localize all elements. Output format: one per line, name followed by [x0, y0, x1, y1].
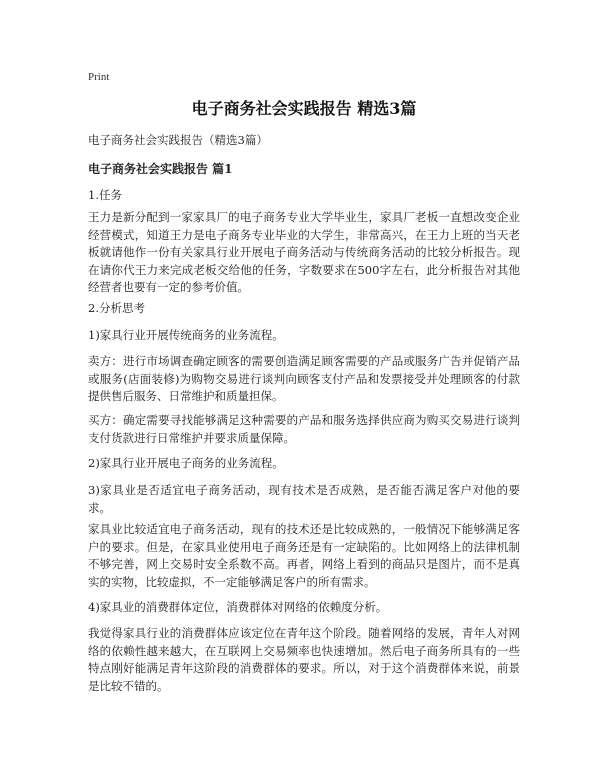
paragraph-seller-process: 卖方：进行市场调查确定顾客的需要创造满足顾客需要的产品或服务广告并促销产品或服务(店面装修)为购物交易进行谈判向顾客支付产品和发票接受并处理顾客的付款提供售后服务、日常维护和质量担保。: [88, 354, 520, 403]
document-subtitle: 电子商务社会实践报告（精选3篇）: [88, 133, 268, 147]
print-label: Print: [88, 71, 110, 83]
paragraph-consumer-answer: 我觉得家具行业的消费群体应该定位在青年这个阶段。随着网络的发展，青年人对网络的依赖性越来越大，在互联网上交易频率也快速增加。然后电子商务所具有的一些特点刚好能满足青年这阶段的消费群体的要求。所以，对于这个消费群体来说，前景是比较不错的。: [88, 626, 520, 693]
paragraph-buyer-process: 买方：确定需要寻找能够满足这种需要的产品和服务选择供应商为购买交易进行谈判支付货款进行日常维护并要求质量保障。: [88, 413, 520, 445]
section-heading: 电子商务社会实践报告 篇1: [88, 162, 233, 176]
paragraph-task-heading: 1.任务: [88, 188, 122, 202]
paragraph-traditional-flow-heading: 1)家具行业开展传统商务的业务流程。: [88, 328, 284, 342]
paragraph-task-description: 王力是新分配到一家家具厂的电子商务专业大学毕业生，家具厂老板一直想改变企业经营模式，知道王力是电子商务专业毕业的大学生，非常高兴，在王力上班的当天老板就请他作一份有关家具行业开展电子商务活动与传统商务活动的比较分析报告。现在请你代王力来完成老板交给他的任务，字数要求在500字左右，此分析报告对其他经营者也要有一定的参考价值。: [88, 210, 520, 294]
paragraph-suitability-answer: 家具业比较适宜电子商务活动，现有的技术还是比较成熟的，一般情况下能够满足客户的要求。但是，在家具业使用电子商务还是有一定缺陷的。比如网络上的法律机制不够完善，网上交易时安全系数不高。再者，网络上看到的商品只是图片，而不是真实的实物，比较虚拟，不一定能够满足客户的所有需求。: [88, 522, 520, 589]
paragraph-consumer-question: 4)家具业的消费群体定位，消费群体对网络的依赖度分析。: [88, 600, 388, 614]
paragraph-suitability-question: 3)家具业是否适宜电子商务活动，现有技术是否成熟，是否能否满足客户对他的要求。: [88, 483, 520, 515]
page-title: 电子商务社会实践报告 精选3篇: [191, 99, 417, 118]
paragraph-analysis-heading: 2.分析思考: [88, 301, 145, 315]
paragraph-ecommerce-flow-heading: 2)家具行业开展电子商务的业务流程。: [88, 456, 284, 470]
